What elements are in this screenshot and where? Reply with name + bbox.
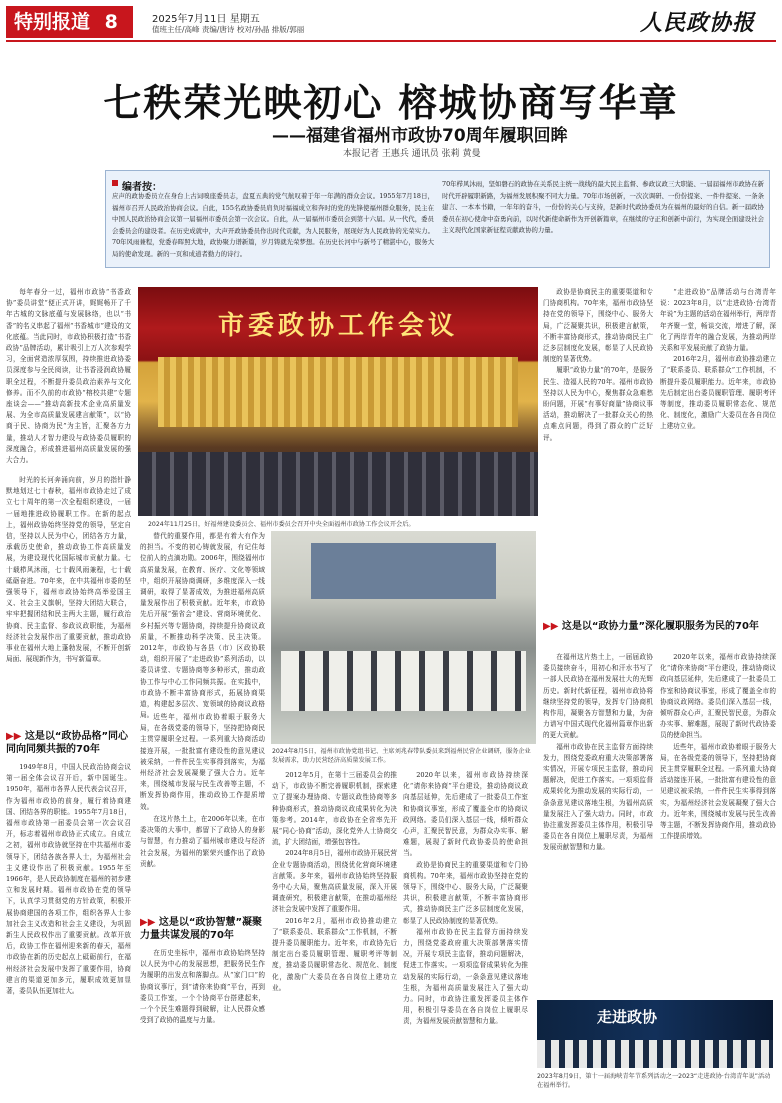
arrow-marker-icon: ▶▶ <box>6 731 25 742</box>
section-heading-text: 这是以“政协品格”同心同向同频共振的70年 <box>6 731 129 755</box>
paragraph: 在这片热土上，在2006年以来，在市委决策的大事中，都留下了政协人的身影与智慧，有力推动了福州城市建设与经济社会发展，为福州的繁荣兴盛作出了政协贡献。 <box>140 815 265 868</box>
photo-meeting-room <box>271 531 536 744</box>
photo3-caption: 2023年8月9日，第十一届海峡青年节系列活动之一2023“走进政协·台湾青年说”活动在福州举行。 <box>537 1073 771 1089</box>
section-heading-2 <box>140 916 270 942</box>
event-participants <box>537 1040 773 1068</box>
section-heading-text: 这是以“政协智慧”凝聚力量共谋发展的70年 <box>140 917 263 941</box>
body-col4 <box>403 770 528 1096</box>
arrow-marker-icon: ▶▶ <box>543 621 562 632</box>
photo1-caption: 2024年11月25日，好福州建设委员会、福州市委员会召开中央全面福州市政协工作会议开会后。 <box>148 521 415 528</box>
paragraph: 2024年8月5日，福州市政协开展民营企业专题协商活动，围绕优化营商环境建言献策。多年来，福州市政协始终坚持服务中心大局，聚焦高质量发展，深入开展调查研究，积极建言献策，在推动福州经济社会发展中发挥了重要作用。 <box>272 849 397 914</box>
paragraph: 2016年2月，福州市政协推动建立了“联系委员、联系群众”工作机制，不断提升委员履职能力。近年来，市政协先后制定出台委员履职管理、履职考评等制度，推动委员履职常态化、规范化、制度化，激励广大委员在各自岗位上建功立业。 <box>272 916 397 992</box>
body-col6-lower <box>660 652 776 992</box>
paragraph: 政协是协商民主的重要渠道和专门协商机构。70年来，福州市政协坚持在党的领导下，围绕中心、服务大局，广泛凝聚共识，积极建言献策，不断丰富协商形式，推动协商民主广泛多层制度化发展，彰显了人民政协制度的显著优势。 <box>403 860 528 925</box>
body-col1-para1 <box>6 287 131 469</box>
paragraph: 2020年以来，福州市政协持续深化“请你来协商”平台建设，推动协商议政向基层延伸，先后建成了一批委员工作室和协商议事室，形成了覆盖全市的协商议政网络。委员们深入基层一线，倾听群众心声，汇聚民智民意，为群众办实事、解难题，展现了新时代政协委员的使命担当。 <box>403 771 528 858</box>
header-divider <box>6 40 776 42</box>
meeting-screen <box>311 543 496 599</box>
section-title: 特别报道 <box>14 11 91 33</box>
section-heading-1 <box>6 730 134 756</box>
editor-note-title: 编者按： <box>122 182 162 193</box>
body-col1-para2 <box>6 475 131 725</box>
meeting-table <box>281 651 526 711</box>
photo-youth-event <box>537 1000 773 1068</box>
body-col6-upper <box>660 287 776 605</box>
square-icon <box>112 180 118 186</box>
editor-note-col2: 70年栉风沐雨，坚如磐石的政协在关系民主统一战线的最大民主监督、参政议政三大职能、一届届福州市政协在新时代开辟履职新路，为福州发展积聚不同大力量。70年市场创新，一次次调研、一份份提案、一件件提案、一条条建言、一本本书籍，一年年的奋斗，一份份的关心与支持，是新时代政协委员为在福州的最好的自信。新一届政协委员在初心使命中奋勇向前，以时代新使命新作为开创新篇章，在继续的守正和创新中前行，为实现全面建设社会主义现代化国家新征程贡献政协的力量。 <box>442 180 764 234</box>
body-col2-para4 <box>140 948 265 1096</box>
paragraph: 福州市政协在民主监督方面持续发力，围绕党委政府重大决策部署落实情况，开展专项民主监督，推动问题解决，促进工作落实。一项项监督成果转化为推动发展的实际行动，一条条意见建议落地生根，为福州高质量发展注入了强大动力。同时，市政协注重发挥委员主体作用，积极引导委员在各自岗位上履职尽责，为福州发展贡献智慧和力量。 <box>543 742 653 852</box>
photo-banner-text: 市委政协工作会议 <box>217 311 458 341</box>
paragraph: 2020年以来，福州市政协持续深化“请你来协商”平台建设，推动协商议政向基层延伸，先后建成了一批委员工作室和协商议事室，形成了覆盖全市的协商议政网络。委员们深入基层一线，倾听群众心声，汇聚民智民意，为群众办实事、解难题，展现了新时代政协委员的使命担当。 <box>660 653 776 740</box>
paragraph: 履职“政协力量”的70年，是服务民生、造福人民的70年。福州市政协坚持以人民为中心，聚焦群众急难愁盼问题，开展“有事好商量”协商议事活动，推动解决了一批群众关心的热点难点问题，得到了群众的广泛好评。 <box>543 366 653 442</box>
body-col3 <box>272 770 397 1096</box>
paragraph: 在福州这片热土上，一届届政协委员接续奋斗，用初心和汗水书写了一部人民政协在福州发展壮大的光辉历史。新时代新征程，福州市政协将继续坚持党的领导，发挥专门协商机构作用，凝聚各方智慧和力量，为奋力谱写中国式现代化福州篇章作出新的更大贡献。 <box>543 653 653 740</box>
masthead-logo: 人民政协报 <box>640 10 756 36</box>
paragraph: 在历史坐标中，福州市政协始终坚持以人民为中心的发展思想，把服务民生作为履职的出发点和落脚点。从“家门口”的协商议事厅，到“请你来协商”平台，再到委员工作室，一个个协商平台搭建起来，一个个民生难题得到破解，让人民群众感受到了政协的温度与力量。 <box>140 949 265 1025</box>
paragraph: 政协是协商民主的重要渠道和专门协商机构。70年来，福州市政协坚持在党的领导下，围绕中心、服务大局，广泛凝聚共识，积极建言献策，不断丰富协商形式，推动协商民主广泛多层制度化发展，彰显了人民政协制度的显著优势。 <box>543 288 653 364</box>
editor-credits: 值班主任/高峰 责编/唐诗 校对/孙晶 排版/郭丽 <box>152 25 305 34</box>
editor-note-col1: 应声的政协委员立在身台上古词嗅座委员志，盘夏五典的党气航叹着于年一年满的群众会议。1955年7月18日，福州市召开人民政治协商会议。自此，155名政协委员肩负时福福成立和奔时的党的先锋使福州群众服务，民主在中国人民政治协商会议第一届福州市委员会第一次会议。自此，从一届福州市委员会到第十六届。从一代代，委员会委员会的建设者。在历史成就中，大声开政协委员作出时代贡献，为人民服务，展现好为人民政协的光荣实力。70年风雨兼程，党委春晖照大地，政协聚力谱新篇，岁月铸就光荣梦想。在历史长河中与新号了精湛中心，服务大局的使命发现。新的一页和成道者勤力的诗行。 <box>112 192 434 258</box>
section-badge <box>6 6 133 38</box>
article-byline: 本报记者 王惠兵 通讯员 张莉 黄曼 <box>343 149 481 159</box>
body-col2-para1 <box>140 531 265 720</box>
photo3-banner-text: 走进政协 <box>597 1008 658 1026</box>
body-col2-para3 <box>140 814 265 914</box>
body-col5-upper <box>543 287 653 605</box>
photo2-caption: 2024年8月5日，福州市政协党组书记、主席刘兆春带队委员来到福州民营企业调研，服务企业发展需求，助力民营经济高质量发展工作。 <box>272 748 531 764</box>
page-number: 8 <box>104 11 118 33</box>
body-col5-lower <box>543 652 653 992</box>
paragraph: 2012年5月，在第十三届委员会的推动下，市政协不断完善履职机制，探索建立了提案办理协商、专题议政性协商等多种协商形式，推动协商议政成果转化为决策参考。2014年，市政协在全省率先开展“同心·协商”活动，深化党外人士协商交流，扩大团结面，增强包容性。 <box>272 771 397 847</box>
paragraph: “走进政协”品牌活动与台湾青年说：2023年8月，以“走进政协·台湾青年说”为主题的活动在福州举行，两岸青年齐聚一堂，畅谈交流，增进了解，深化了两岸青年的融合发展，为推动两岸关系和平发展贡献了政协力量。 <box>660 288 776 353</box>
article-headline: 七秩荣光映初心 榕城协商写华章 <box>103 81 679 125</box>
paragraph: 每年春分一过，福州市政协“书香政协”委员讲堂“便正式开讲，娓娓畅开了千年古城的文脉底蕴与发展脉络，也以“书香”的名义串起了福州“书香城市”建设的文化底蕴。当此同时，市政协积极打造“书香政协”品牌活动，累计吸引上万人次参观学习，全面营造浓厚氛围，持续推进政协委员深度参与全民阅读，让书香浸润政协履职全过程，不断提升委员政治素养与文化修养。而不久前的市政协“榕校共建”专题座谈会——“推动高新技术企业高质量发展、为全市高质量发展建言献策”，以“协商于民、协商为民”为主旨，汇聚各方力量，推动人才智力建设与政协委员履职的深度融合，形成推进福州高质量发展的强大合力。 <box>6 288 131 465</box>
section-heading-3 <box>543 620 773 633</box>
audience-seats <box>138 452 538 516</box>
article-subhead: ——福建省福州市政协70周年履职回眸 <box>272 126 568 146</box>
paragraph: 时光的长河奔涌向前，岁月的指针静默地划过七十春秋，福州市政协走过了成立七十周年的第一次全程组织建设，一届一届地推进政协履职工作。在新的起点上，福州政协始终坚持党的领导，坚定自信，坚持以人民为中心，团结各方力量，承载历史使命，推动政协工作高质量发展，为建设现代化国际城市贡献力量。七十载栉风沐雨，七十载风雨兼程，七十载砥砺奋进。70年来，在中共福州市委的坚强领导下，福州市政协始终高举爱国主义、社会主义旗帜，坚持大团结大联合，牢牢把握团结和民主两大主题，履行政治协商、民主监督、参政议政职能，为福州经济社会发展作出了重要贡献，推动政协事业在福州大地上蓬勃发展，不断开创新局面、展现新作为，书写新篇章。 <box>6 476 131 664</box>
paragraph: 2016年2月，福州市政协推动建立了“联系委员、联系群众”工作机制，不断提升委员履职能力。近年来，市政协先后制定出台委员履职管理、履职考评等制度，推动委员履职常态化、规范化、制度化，激励广大委员在各自岗位上建功立业。 <box>660 355 776 431</box>
paragraph: 近些年，福州市政协着眼于服务大局，在各级党委的领导下，坚持把协商民主贯穿履职全过程。一系列重大协商活动接连开展，一批批富有建设性的意见建议被采纳，一件件民生实事得到落实，为福州经济社会发展凝聚了强大合力。近年来，围绕城市发展与民生改善等主题，不断发挥协商作用，推动政协工作提质增效。 <box>660 742 776 841</box>
stage-curtain <box>158 357 518 427</box>
paragraph: 替代的重要作用，都是有着大有作为的担当。不变的初心铸就发展，有记住每位前人的点滴功勋。2006年，围绕福州市高质量发展，在教育、医疗、文化等领域中，组织开展协商调研，多维度深入一线调研，取得了显著成效，为推进福州高质量发展作出了积极贡献。近年来，市政协先后开展“强省会”建设、营商环境优化、乡村振兴等专题协商，持续提升协商议政质量，不断推动科学决策、民主决策。2012年，市政协与各县（市）区政协联动，组织开展了“走进政协”系列活动，以委员讲堂、专题协商等多种形式，推动政协工作与中心工作同频共振。在实践中，市政协不断丰富协商形式，拓展协商渠道，构建起多层次、宽领域的协商议政格局。 <box>140 532 265 720</box>
paragraph: 近些年，福州市政协着眼于服务大局，在各级党委的领导下，坚持把协商民主贯穿履职全过程。一系列重大协商活动接连开展，一批批富有建设性的意见建议被采纳，一件件民生实事得到落实，为福州经济社会发展凝聚了强大合力。近年来，围绕城市发展与民生改善等主题，不断发挥协商作用，推动政协工作提质增效。 <box>140 713 265 811</box>
issue-date: 2025年7月11日 星期五 <box>152 14 260 25</box>
body-col2-para2 <box>140 712 265 812</box>
section-heading-text: 这是以“政协力量”深化履职服务为民的70年 <box>561 621 759 632</box>
photo-conference-hall <box>138 287 538 516</box>
paragraph: 福州市政协在民主监督方面持续发力，围绕党委政府重大决策部署落实情况，开展专项民主监督，推动问题解决，促进工作落实。一项项监督成果转化为推动发展的实际行动，一条条意见建议落地生根，为福州高质量发展注入了强大动力。同时，市政协注重发挥委员主体作用，积极引导委员在各自岗位上履职尽责，为福州发展贡献智慧和力量。 <box>403 927 528 1026</box>
paragraph: 1949年8月，中国人民政治协商会议第一届全体会议召开后，新中国诞生。1950年，福州市各界人民代表会议召开，作为福州市政协的前身，履行着协商建国、团结各界的职能。1955年7月18日，福州市政协第一届委员会第一次会议召开，标志着福州市政协正式成立。自成立之初，福州市政协就坚持在中共福州市委领导下，团结各族各界人士，为福州社会主义建设作出了积极贡献。1955年至1966年，是人民政协制度在福州的初步建立和发展时期。福州市政协在党的领导下，认真学习贯彻党的方针政策，积极开展协商建国的各项工作，组织各界人士参加社会主义改造和社会主义建设，为巩固新生人民政权作出了重要贡献。改革开放后，政协工作在福州迎来新的春天，福州市政协在新的历史起点上砥砺前行，在福州经济社会发展中发挥了重要作用，协商建言的渠道更加多元，履职成效更加显著，委员队伍更加壮大。 <box>6 763 131 996</box>
arrow-marker-icon: ▶▶ <box>140 917 159 928</box>
body-col1-para3 <box>6 762 131 1096</box>
